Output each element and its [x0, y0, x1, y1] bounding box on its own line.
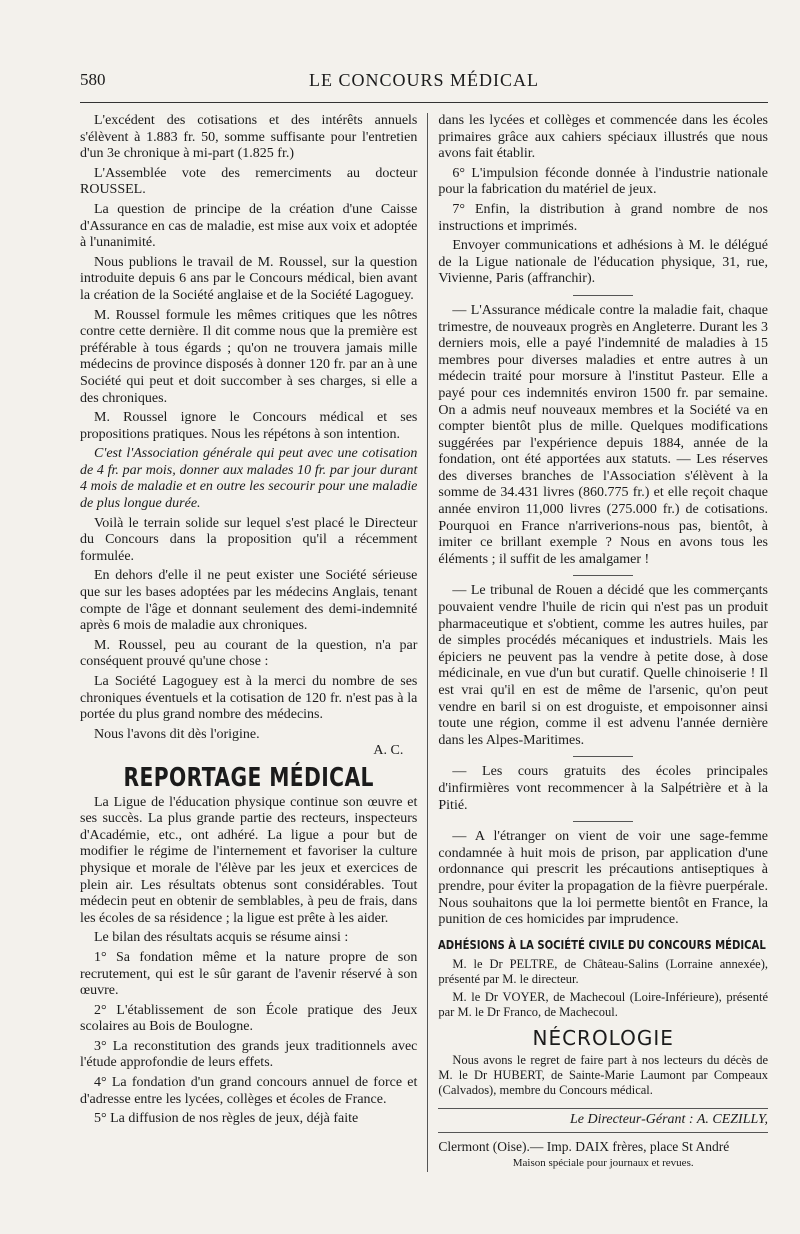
paragraph: La question de principe de la création d'une Caisse d'Assurance en cas de maladie, est mise aux voix et adoptée à l'unanimité.	[80, 201, 418, 251]
page-number: 580	[80, 70, 106, 89]
divider	[573, 575, 633, 576]
divider	[573, 756, 633, 757]
list-item: 4° La fondation d'un grand concours annuel de force et d'adresse entre les lycées, collèges et écoles de France.	[80, 1075, 418, 1107]
paragraph: M. Roussel ignore le Concours médical et ses propositions pratiques. Nous les répétons à son intention.	[80, 410, 418, 442]
section-title-reportage: REPORTAGE MÉDICAL	[123, 762, 374, 793]
obituary-entry: Nous avons le regret de faire part à nos lecteurs du décès de M. le Dr HUBERT, de Sainte-Marie Laumont par Compeaux (Calvados), membre du Concours médical.	[438, 1052, 768, 1097]
news-item-sage-femme: — A l'étranger on vient de voir une sage-femme condamnée à huit mois de prison, par application d'une ordonnance qui prescrit les précautions antiseptiques à prendre, pour éviter la propagation de la fièvre puerpérale. Nous souhaitons que la loi permette bientôt en France, la punition de ces homicides par imprudence.	[438, 829, 768, 928]
two-column-body	[80, 113, 768, 1172]
paragraph: Voilà le terrain solide sur lequel s'est placé le Directeur du Concours dans la proposition qu'il a récemment formulée.	[80, 515, 418, 564]
paragraph: En dehors d'elle il ne peut exister une Société sérieuse que sur les bases adoptées par les médecins Anglais, tenant compte de l'âge et donnant seulement des demi-indemnité après 6 mois de maladie aux chroniques.	[80, 568, 418, 634]
paragraph: Envoyer communications et adhésions à M. le délégué de la Ligue nationale de l'éducation physique, 31, rue, Vivienne, Paris (affranchir).	[438, 238, 768, 287]
paragraph: La Ligue de l'éducation physique continue son œuvre et ses succès. La plus grande partie des recteurs, inspecteurs d'Académie, etc., ont adhéré. La ligue a pour but de modifier le régime de l'internement et favoriser la culture physique et morale de l'élève par les jeux et exercices de plein air. Les résultats obtenus sont considérables. Tout médecin peut en obtenir de semblables, à peu de frais, dans les écoles de sa résidence ; la ligue est prête à les aider.	[80, 794, 418, 926]
list-item: 2° L'établissement de son École pratique des Jeux scolaires au Bois de Boulogne.	[80, 1002, 418, 1035]
list-item: 1° Sa fondation même et la nature propre de son recrutement, qui est le sûr garant de l'avenir réservé à son œuvre.	[80, 949, 418, 999]
adhesion-entry: M. le Dr VOYER, de Machecoul (Loire-Inférieure), présenté par M. le Dr Franco, de Machecoul.	[438, 990, 768, 1020]
printer-imprint: Clermont (Oise).— Imp. DAIX frères, place St André	[438, 1138, 730, 1154]
journal-title: LE CONCOURS MÉDICAL	[308, 70, 539, 90]
paragraph: M. Roussel, peu au courant de la question, n'a par conséquent prouvé qu'une chose :	[80, 637, 418, 670]
reportage-section	[80, 795, 417, 1128]
adhesion-entry: M. le Dr PELTRE, de Château-Salins (Lorraine annexée), présenté par M. le directeur.	[438, 957, 768, 987]
left-column	[80, 113, 427, 1172]
paragraph: M. Roussel formule les mêmes critiques que les nôtres contre cette dernière. Il dit comme nous que la première est préférable à tous égards ; qu'on ne trouvera jamais mille médecins de province disposés à donner 120 fr. par an à une Société qui peut et doit succomber à ses charges, si elle a des chroniques.	[80, 307, 418, 406]
news-item-infirmieres: — Les cours gratuits des écoles principales d'infirmières vont recommencer à la Salpétrière et à la Pitié.	[438, 764, 768, 813]
list-item: 7° Enfin, la distribution à grand nombre de nos instructions et imprimés.	[438, 201, 768, 234]
paragraph: dans les lycées et collèges et commencée dans les écoles primaires grâce aux cahiers spéciaux illustrés que nous avons fait établir.	[438, 113, 768, 162]
paragraph: La Société Lagoguey est à la merci du nombre de ses chroniques éventuels et la cotisation de 120 fr. n'est pas à la portée du plus grand nombre des médecins.	[80, 674, 418, 723]
printer-imprint-sub: Maison spéciale pour journaux et revues.	[512, 1157, 694, 1170]
adhesions-list	[438, 957, 768, 1020]
necrologie-section	[438, 1053, 768, 1098]
right-column	[427, 113, 768, 1172]
director-signature: Le Directeur-Gérant : A. CEZILLY,	[438, 1108, 768, 1133]
assembly-report	[80, 113, 417, 760]
author-initials: A. C.	[373, 743, 404, 759]
news-item-rouen: — Le tribunal de Rouen a décidé que les commerçants pouvaient vendre l'huile de ricin qui n'est pas un produit pharmaceutique et s'obtient, comme les autres huiles, par de simples procédés mécaniques et industriels. Mais les épiciers ne peuvent pas la vendre à petite dose, à dose médicinale, en vue d'un but curatif. Quelle chinoiserie ! Il est vrai qu'il en est de même de l'arsenic, qu'on peut vendre en baril si on est droguiste, et empoisonner ainsi toute une région, comme il est advenu l'année dernière dans les Alpes-Maritimes.	[438, 583, 768, 748]
adhesions-heading: ADHÉSIONS À LA SOCIÉTÉ CIVILE DU CONCOURS MÉDICAL	[438, 937, 767, 952]
paragraph: L'excédent des cotisations et des intérêts annuels s'élèvent à 1.883 fr. 50, somme suffisante pour l'entretien d'un 3e chronique à mi-part (1.825 fr.)	[80, 113, 418, 162]
paragraph: Nous l'avons dit dès l'origine.	[94, 726, 260, 742]
list-item: 5° La diffusion de nos règles de jeux, déjà faite	[94, 1111, 359, 1127]
list-item: 6° L'impulsion féconde donnée à l'industrie nationale pour la fabrication du matériel de jeux.	[438, 165, 768, 198]
divider	[573, 821, 633, 822]
paragraph-italic: C'est l'Association générale qui peut avec une cotisation de 4 fr. par mois, donner aux malades 10 fr. par jour durant 4 mois de maladie et en outre les secourir pour une maladie de plus longue durée.	[80, 446, 418, 512]
list-item: 3° La reconstitution des grands jeux traditionnels avec l'étude approfondie de leurs effets.	[80, 1038, 418, 1071]
divider	[573, 295, 633, 296]
paragraph: Le bilan des résultats acquis se résume ainsi :	[94, 930, 349, 946]
news-item-assurance: — L'Assurance médicale contre la maladie fait, chaque trimestre, de nouveaux progrès en Angleterre. Durant les 3 derniers mois, elle a payé l'indemnité de maladies à 15 membres pour diverses maladies et entre autres à un médecin traité pour morsure à l'institut Pasteur. Elle a payé pour ces indemnités environ 1500 fr. par semaine. On a admis neuf nouveaux membres et la Société va en compter bientôt plus de mille. Quelques modifications suggérées par l'expérience depuis 1884, année de la fondation, ont été apportées aux statuts. — Les réserves des diverses branches de l'Association s'élèvent à la somme de 34.431 livres (860.775 fr.) et elle reçoit chaque année environ 11,000 livres (275.000 fr.) de cotisations. Pourquoi en France n'arriverions-nous pas, bientôt, à imiter ce brillant exemple ? Nous en avons tous les éléments ; il suffit de les amalgamer !	[438, 302, 768, 567]
section-title-necrologie: NÉCROLOGIE	[532, 1026, 674, 1051]
paragraph: Nous publions le travail de M. Roussel, sur la question introduite depuis 6 ans par le Concours médical, bien avant la création de la Société anglaise et de la Société Lagoguey.	[80, 254, 418, 303]
paragraph: L'Assemblée vote des remerciments au docteur ROUSSEL.	[80, 165, 418, 198]
running-head	[80, 62, 768, 103]
